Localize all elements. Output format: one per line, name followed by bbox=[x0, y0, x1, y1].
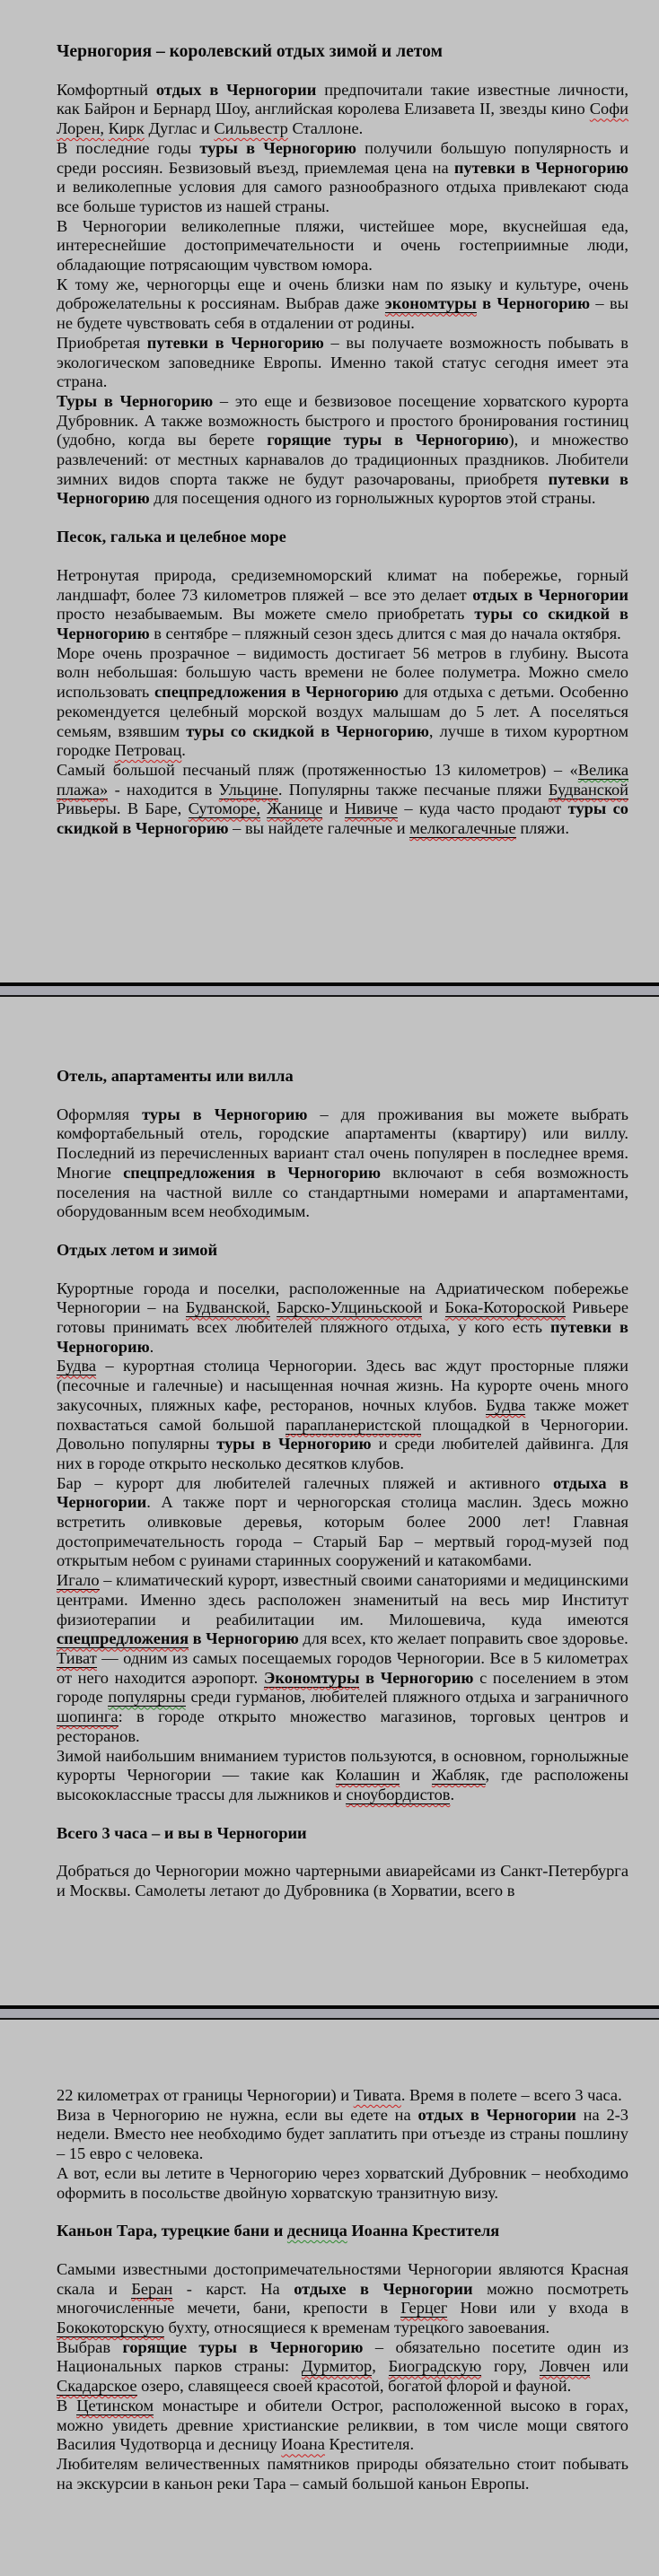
document-paragraph bbox=[57, 2397, 628, 2455]
text-run: путевки в Черногорию bbox=[57, 469, 628, 508]
document-paragraph bbox=[57, 275, 628, 334]
text-run: на 2-3 недели. Вместо нее необходимо будет заплатить при отъезде из страны пошлину – 15 евро с человека. bbox=[57, 2105, 628, 2163]
text-run: Виза в Черногорию не нужна, если вы едете на bbox=[57, 2105, 418, 2124]
text-run: туры в Черногорию bbox=[216, 1435, 372, 1454]
document-paragraph bbox=[57, 2106, 628, 2164]
text-run: получили большую популярность и среди россиян. Безвизовый въезд, приемлемая цена на bbox=[57, 138, 628, 177]
page-break-1 bbox=[0, 982, 659, 997]
hyperlink-text[interactable]: Бококоторскую bbox=[57, 2318, 164, 2337]
hyperlink-text[interactable]: Нивиче bbox=[344, 799, 398, 818]
text-run: в Черногорию bbox=[476, 294, 591, 313]
text-run: путевки в Черногорию bbox=[146, 333, 324, 352]
text-run: площадкой в Черногории. Довольно популярны bbox=[57, 1415, 629, 1454]
document-paragraph bbox=[57, 2455, 628, 2493]
text-run: 22 километрах от границы Черногории) и bbox=[57, 2086, 354, 2104]
hyperlink-text[interactable]: Будва bbox=[57, 1357, 97, 1375]
hyperlink-text[interactable]: плажа» bbox=[57, 780, 109, 799]
hyperlink-text[interactable]: сноубордистов bbox=[346, 1785, 451, 1803]
hyperlink-text[interactable]: Дурмитор bbox=[301, 2357, 373, 2376]
text-run: : в городе открыто множество магазинов, торговых центров и ресторанов. bbox=[57, 1707, 628, 1745]
text-run: Ривьеры. В Баре, bbox=[57, 799, 189, 818]
text-run: Выбрав bbox=[57, 2337, 123, 2356]
section-heading bbox=[57, 2222, 628, 2241]
text-run: туры в Черногорию bbox=[199, 138, 356, 157]
text-run: просто незабываемым. Вы можете смело приобретать bbox=[57, 605, 475, 624]
text-run: Самый большой песчаный пляж (протяженностью 13 километров) – « bbox=[57, 760, 578, 779]
text-run: – для проживания вы можете выбрать комфортабельный отель, городские апартаменты (квартиру) или виллу. Последний из перечисленных вариант стал очень популярен в последнее время. Многие bbox=[57, 1105, 628, 1182]
text-run: – вы найдете галечные и bbox=[228, 819, 410, 838]
text-run: , лучше в тихом курортном городке bbox=[57, 721, 628, 760]
text-run: туры со скидкой в Черногорию bbox=[186, 721, 429, 740]
text-run: Приобретая bbox=[57, 333, 147, 352]
text-run: Нетронутая природа, средиземноморский климат на побережье, горный ландшафт, более 73 километров пляжей – все это делает bbox=[57, 565, 628, 604]
hyperlink-text[interactable]: Игало bbox=[57, 1571, 100, 1590]
text-run: отдых в Черногории bbox=[472, 585, 628, 604]
hyperlink-text[interactable]: Бока-Котороской bbox=[444, 1298, 566, 1317]
text-run: бухту, относящиеся к временам турецкого завоевания. bbox=[163, 2318, 550, 2337]
page-3 bbox=[0, 2020, 659, 2576]
document-paragraph bbox=[57, 1571, 628, 1649]
text-run: горящие туры в Черногорию bbox=[267, 431, 509, 450]
hyperlink-text[interactable]: Герцег bbox=[400, 2299, 448, 2318]
page-1 bbox=[0, 0, 659, 982]
text-run: – вы не будете чувствовать себя в отдалении от родины. bbox=[57, 294, 628, 333]
text-run: Туры в Черногорию bbox=[57, 391, 214, 410]
document-paragraph bbox=[57, 1474, 628, 1572]
text-run: и bbox=[400, 1766, 432, 1785]
text-run: пляжи. bbox=[515, 819, 569, 838]
spellcheck-flagged-word: Кирк bbox=[108, 119, 145, 138]
text-run: и bbox=[322, 799, 345, 818]
text-run: в сентябре – пляжный сезон здесь длится с мая до начала октября. bbox=[149, 624, 621, 642]
text-run: Ривьере готовы принимать всех любителей пляжного отдыха, у кого есть bbox=[57, 1298, 628, 1337]
text-run: отдых в Черногории bbox=[417, 2105, 576, 2124]
text-run: в Черногорию bbox=[359, 1668, 474, 1687]
text-run: гору, bbox=[481, 2357, 540, 2376]
hyperlink-text[interactable]: парапланеристской bbox=[286, 1415, 422, 1434]
text-run: Сталлоне. bbox=[287, 119, 364, 138]
text-run: или bbox=[590, 2357, 628, 2376]
text-run: Каньон Тара, турецкие бани и bbox=[57, 2222, 287, 2240]
document-paragraph bbox=[57, 139, 628, 217]
spellcheck-flagged-word: десница bbox=[286, 2222, 347, 2240]
text-run: – климатический курорт, известный своими санаториями и медицинскими центрами. Именно здесь расположен знаменитый на весь мир Институт физиотерапии и реабилитации им. Милошевича, куда имеются bbox=[57, 1571, 628, 1629]
text-run: Песок, галька и целебное море bbox=[57, 528, 286, 546]
hyperlink-text[interactable]: Велика bbox=[577, 760, 628, 779]
text-run: – обязательно посетите один из Национальных парков страны: bbox=[57, 2337, 628, 2376]
text-run: – куда часто продают bbox=[397, 799, 568, 818]
hyperlink-text[interactable]: популярны bbox=[108, 1688, 186, 1707]
hyperlink-text[interactable]: Будванской, bbox=[185, 1298, 270, 1317]
hyperlink-text[interactable]: Биоградскую bbox=[388, 2357, 482, 2376]
document-paragraph bbox=[57, 81, 628, 139]
spellcheck-flagged-word: Сильвестр bbox=[214, 119, 288, 138]
hyperlink-text[interactable]: Колашин bbox=[335, 1766, 400, 1785]
spellcheck-flagged-word: Петровац bbox=[114, 741, 182, 760]
section-heading bbox=[57, 528, 628, 547]
text-run: Отдых летом и зимой bbox=[57, 1240, 218, 1259]
document-paragraph bbox=[57, 644, 628, 761]
text-run: Отель, апартаменты или вилла bbox=[57, 1067, 294, 1085]
text-run: спецпредложения в Черногорию bbox=[123, 1163, 382, 1182]
page-break-2 bbox=[0, 2005, 659, 2020]
spellcheck-flagged-word: Тивата bbox=[353, 2086, 401, 2104]
document-paragraph bbox=[57, 1747, 628, 1805]
text-run: туры в Черногорию bbox=[142, 1105, 308, 1123]
text-run: — одним из самых посещаемых городов Черногории. Все в 5 километрах от него находится аэропорт. bbox=[57, 1648, 628, 1687]
text-run: можно посмотреть многочисленные мечети, бани, крепости в bbox=[57, 2279, 628, 2318]
hyperlink-text[interactable]: Ловчен bbox=[539, 2357, 591, 2376]
text-run: – курортная столица Черногории. Здесь вас ждут просторные пляжи (песочные и галечные) и насыщенная ночная жизнь. На курорте очень много закусочных, пляжных кафе, ресторанов, ночных клубов. bbox=[57, 1357, 628, 1414]
hyperlink-text[interactable]: Будва bbox=[486, 1395, 526, 1414]
text-run: отдых в Черногории bbox=[155, 80, 317, 99]
text-run: - карст. На bbox=[172, 2279, 294, 2298]
text-run: Любителям величественных памятников природы обязательно стоит побывать на экскурсии в каньон реки Тара – самый большой каньон Европы. bbox=[57, 2454, 628, 2493]
text-run: А вот, если вы летите в Черногорию через хорватский Дубровник – необходимо оформить в посольстве двойную хорватскую транзитную визу. bbox=[57, 2163, 628, 2202]
document-paragraph bbox=[57, 1105, 628, 1222]
text-run: – это еще и безвизовое посещение хорватского курорта Дубровник. А также возможность быстрого и простого бронирования гостиниц (удобно, когда вы берете bbox=[57, 391, 628, 450]
hyperlink-text[interactable]: Экономтуры bbox=[263, 1668, 360, 1687]
text-run: путевки в Черногорию bbox=[57, 1318, 628, 1356]
hyperlink-text[interactable]: Цетинском bbox=[76, 2396, 154, 2414]
text-run: Комфортный bbox=[57, 80, 156, 99]
text-run: для посещения одного из горнолыжных курортов этой страны. bbox=[149, 489, 596, 508]
document-paragraph bbox=[57, 2086, 628, 2106]
text-run: для всех, кто желает поправить свое здоровье. bbox=[298, 1629, 628, 1648]
text-run: отдыхе в Черногории bbox=[294, 2279, 473, 2298]
text-run: Оформляя bbox=[57, 1105, 143, 1123]
text-run: В последние годы bbox=[57, 138, 200, 157]
text-run: среди гурманов, любителей пляжного отдыха и заграничного bbox=[185, 1688, 628, 1707]
page-2 bbox=[0, 997, 659, 2005]
text-run: Зимой наибольшим вниманием туристов пользуются, в основном, горнолыжные курорты Черногории — такие как bbox=[57, 1746, 628, 1785]
text-run: . bbox=[181, 741, 186, 760]
hyperlink-text[interactable]: Беран bbox=[131, 2279, 173, 2298]
hyperlink-text[interactable]: Сутоморе, bbox=[188, 799, 261, 818]
text-run: К тому же, черногорцы еще и очень близки нам по языку и культуре, очень доброжелательны к россиянам. Выбрав даже bbox=[57, 275, 628, 313]
text-run: Добраться до Черногории можно чартерными авиарейсами из Санкт-Петербурга и Москвы. Самолеты летают до Дубровника (в Хорватии, всего в bbox=[57, 1862, 628, 1900]
text-run: – вы получаете возможность побывать в экологическом заповеднике Европы. Именно такой статус сегодня имеет эта страна. bbox=[57, 333, 628, 391]
text-run: озеро, славящееся своей красотой, богатой флорой и фауной. bbox=[136, 2377, 572, 2396]
text-run: с поселением в этом городе bbox=[57, 1668, 628, 1707]
spellcheck-flagged-word: Иоана bbox=[281, 2435, 325, 2454]
text-run: - находится в bbox=[108, 780, 219, 799]
text-run: спецпредложения в Черногорию bbox=[154, 683, 399, 702]
text-run: включают в себя возможность поселения на частной вилле со стандартными номерами и апартаментами, оборудованным всем необходимым. bbox=[57, 1163, 628, 1221]
text-run: предпочитали такие известные личности, как Байрон и Бернард Шоу, английская королева Елизавета II, звезды кино bbox=[57, 80, 629, 118]
text-run: туры со скидкой в Черногорию bbox=[57, 799, 628, 838]
text-run: В bbox=[57, 2396, 77, 2414]
text-run: . bbox=[149, 1337, 154, 1356]
document-paragraph bbox=[57, 392, 628, 509]
text-run: Крестителя. bbox=[324, 2435, 415, 2454]
text-run: . Популярны также песчаные пляжи bbox=[277, 780, 549, 799]
section-heading bbox=[57, 1241, 628, 1261]
document-paragraph bbox=[57, 1357, 628, 1473]
hyperlink-text[interactable]: Ульцине bbox=[218, 780, 278, 799]
text-run: Море очень прозрачное – видимость достигает 56 метров в глубину. Высота волн небольшая: большую часть времени не более полуметра. Можно смело использовать bbox=[57, 643, 628, 702]
text-run: туры со скидкой в Черногорию bbox=[57, 605, 628, 642]
text-run: Дуглас и bbox=[144, 119, 215, 138]
document-paragraph bbox=[57, 217, 628, 275]
hyperlink-text[interactable]: Скадарское bbox=[57, 2377, 137, 2396]
document-paragraph bbox=[57, 1862, 628, 1900]
hyperlink-text[interactable]: экономтуры bbox=[384, 294, 477, 313]
text-run: путевки в Черногорию bbox=[453, 158, 628, 177]
hyperlink-text[interactable]: спецпредложения bbox=[57, 1629, 189, 1648]
document-paragraph bbox=[57, 2260, 628, 2338]
text-run: для отдыха с детьми. Особенно рекомендуется целебный морской воздух малышам до 5 лет. А поселяться семьям, взявшим bbox=[57, 683, 628, 740]
document-paragraph bbox=[57, 1279, 628, 1358]
section-heading bbox=[57, 1824, 628, 1844]
hyperlink-text[interactable]: шопинга bbox=[57, 1707, 119, 1726]
spellcheck-flagged-word: Софи Лорен, bbox=[57, 100, 628, 138]
text-run: Иоанна Крестителя bbox=[347, 2222, 500, 2240]
text-run: и bbox=[422, 1298, 445, 1317]
document-paragraph bbox=[57, 2164, 628, 2203]
text-run: ), и множество развлечений: от местных карнавалов до традиционных праздников. Любители зимних видов спорта также не будут разочарованы, приобретя bbox=[57, 431, 628, 488]
document-paragraph bbox=[57, 2338, 628, 2397]
text-run: Черногория – королевский отдых зимой и летом bbox=[57, 42, 443, 61]
text-run: Самыми известными достопримечательностями Черногории являются Красная скала и bbox=[57, 2259, 628, 2298]
text-run: горящие туры в Черногорию bbox=[122, 2337, 364, 2356]
text-run: в Черногорию bbox=[189, 1629, 299, 1648]
document-paragraph bbox=[57, 566, 628, 644]
text-run: монастыре и обители Острог, расположенной высоко в горах, можно увидеть древние христианские реликвии, в том числе мощи святого Василия Чудотворца и десницу bbox=[57, 2396, 628, 2454]
text-run: Всего 3 часа – и вы в Черногории bbox=[57, 1823, 307, 1842]
text-run: Бар – курорт для любителей галечных пляжей и активного bbox=[57, 1473, 554, 1492]
document-paragraph bbox=[57, 1649, 628, 1747]
hyperlink-text[interactable]: Будванской bbox=[548, 780, 628, 799]
document-paragraph bbox=[57, 334, 628, 392]
text-run: отдыха в Черногории bbox=[57, 1473, 628, 1512]
text-run: Курортные города и поселки, расположенные на Адриатическом побережье Черногории – на bbox=[57, 1279, 628, 1317]
text-run: . bbox=[450, 1785, 455, 1803]
document-paragraph bbox=[57, 761, 628, 839]
hyperlink-text[interactable]: Барско-Улциньскоой bbox=[277, 1298, 423, 1317]
hyperlink-text[interactable]: Жанице bbox=[267, 799, 323, 818]
hyperlink-text[interactable]: Тиват bbox=[57, 1648, 97, 1667]
text-run: также может похвастаться самой большой bbox=[57, 1395, 628, 1434]
text-run: , bbox=[372, 2357, 389, 2376]
text-run: и великолепные условия для самого разнообразного отдыха привлекают сюда все больше туристов из нашей страны. bbox=[57, 178, 628, 215]
document-title bbox=[57, 42, 628, 62]
text-run: В Черногории великолепные пляжи, чистейшее море, вкуснейшая еда, интереснейшие достопримечательности и очень гостеприимные люди, обладающие потрясающим чувством юмора. bbox=[57, 216, 628, 275]
text-run: , где расположены высококлассные трассы для лыжников и bbox=[57, 1766, 628, 1803]
hyperlink-text[interactable]: Жабляк bbox=[431, 1766, 486, 1785]
text-run: Нови или у входа в bbox=[447, 2299, 629, 2318]
text-run: . А также порт и черногорская столица маслин. Здесь можно встретить оливковые деревья, которым более 2000 лет! Главная достопримечательность города – Старый Бар – мертвый город-музей под открытым небом с руинами старинных сооружений и катакомбами. bbox=[57, 1493, 628, 1570]
section-heading bbox=[57, 1067, 628, 1087]
text-run: и среди любителей дайвинга. Для них в городе открыто несколько десятков клубов. bbox=[57, 1435, 628, 1472]
hyperlink-text[interactable]: мелкогалечные bbox=[409, 819, 516, 838]
text-run: . Время в полете – всего 3 часа. bbox=[400, 2086, 622, 2104]
